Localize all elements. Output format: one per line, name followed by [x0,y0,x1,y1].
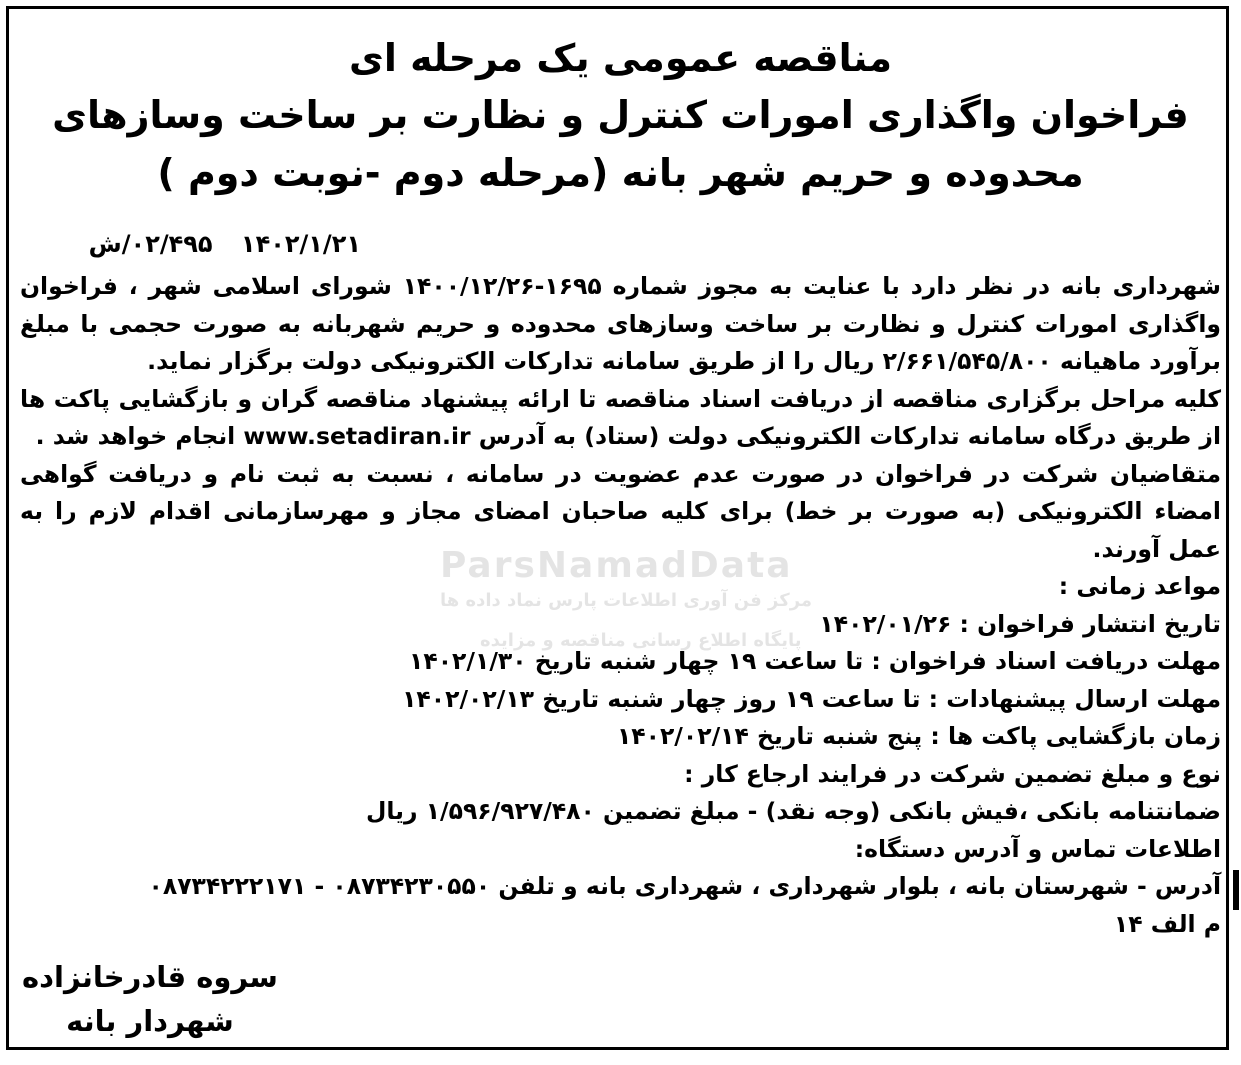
announcement-code: م الف ۱۴ [1113,909,1221,938]
schedule-heading: مواعد زمانی : [1058,572,1221,600]
schedule-publish-date: تاریخ انتشار فراخوان : ۱۴۰۲/۰۱/۲۶ [819,609,1221,638]
watermark-line-1: مرکز فن آوری اطلاعات پارس نماد داده ها [440,590,813,611]
watermark-brand: ParsNamadData [440,545,793,586]
schedule-opening: زمان بازگشایی پاکت ها : پنج شنبه تاریخ ۱۴۰۲/۰۲/۱۴ [616,722,1221,750]
contact-heading: اطلاعات تماس و آدرس دستگاه: [854,834,1221,863]
announcement-heading [20,30,1221,202]
page-edge-mark [1233,870,1239,910]
procedure-text-end: انجام خواهد شد . [35,422,236,450]
contact-address: آدرس - شهرستان بانه ، بلوار شهرداری ، شهرداری بانه و تلفن ۰۸۷۳۴۲۳۰۵۵۰ - ۰۸۷۳۴۲۲۲۱۷۱ [148,872,1221,900]
intro-paragraph: شهرداری بانه در نظر دارد با عنایت به مجوز شماره ۱۶۹۵-۱۴۰۰/۱۲/۲۶ شورای اسلامی شهر ، فراخوان واگذاری امورات کنترل و نظارت بر ساخت وسازهای محدوده و حریم شهربانه به صورت حجمی با مبلغ برآورد ماهیانه ۲/۶۶۱/۵۴۵/۸۰۰ ریال را از طریق سامانه تدارکات الکترونیکی دولت برگزار نماید. [20,272,1221,375]
heading-line-3: محدوده و حریم شهر بانه (مرحله دوم -نوبت دوم ) [157,151,1084,195]
schedule-submit-bids: مهلت ارسال پیشنهادات : تا ساعت ۱۹ روز چهار شنبه تاریخ ۱۴۰۲/۰۲/۱۳ [402,684,1221,713]
announcement-body [20,268,1221,943]
guarantee-heading: نوع و مبلغ تضمین شرکت در فرایند ارجاع کار : [684,759,1221,788]
setad-url-link[interactable]: www.setadiran.ir [243,422,471,450]
procedure-text: کلیه مراحل برگزاری مناقصه از دریافت اسناد مناقصه تا ارائه پیشنهاد مناقصه گران و بازگشایی پاکت ها از طریق درگاه سامانه تدارکات الکترونیکی دولت (ستاد) به آدرس [20,384,1221,450]
heading-line-1: مناقصه عمومی یک مرحله ای [349,36,892,80]
signatory-name: سروه قادرخانزاده [22,960,278,994]
signatory-title: شهردار بانه [66,1004,234,1038]
reference-number: ۱۴۰۲/۱/۲۱ ۰۲/۴۹۵/ش [88,230,361,258]
signature-block [22,955,278,1043]
guarantee-details: ضمانتنامه بانکی ،فیش بانکی (وجه نقد) - مبلغ تضمین ۱/۵۹۶/۹۲۷/۴۸۰ ریال [365,797,1221,825]
procedure-paragraph [20,381,1221,456]
watermark-line-2: پایگاه اطلاع رسانی مناقصه و مزایده [480,630,802,651]
schedule-receive-docs: مهلت دریافت اسناد فراخوان : تا ساعت ۱۹ چهار شنبه تاریخ ۱۴۰۲/۱/۳۰ [409,647,1221,675]
registration-paragraph: متقاضیان شرکت در فراخوان در صورت عدم عضویت در سامانه ، نسبت به ثبت نام و دریافت گواهی امضاء الکترونیکی (به صورت بر خط) برای کلیه صاحبان امضای مجاز و مهرسازمانی اقدام لازم را به عمل آورند. [20,459,1221,563]
heading-line-2: فراخوان واگذاری امورات کنترل و نظارت بر ساخت وسازهای [52,93,1189,137]
